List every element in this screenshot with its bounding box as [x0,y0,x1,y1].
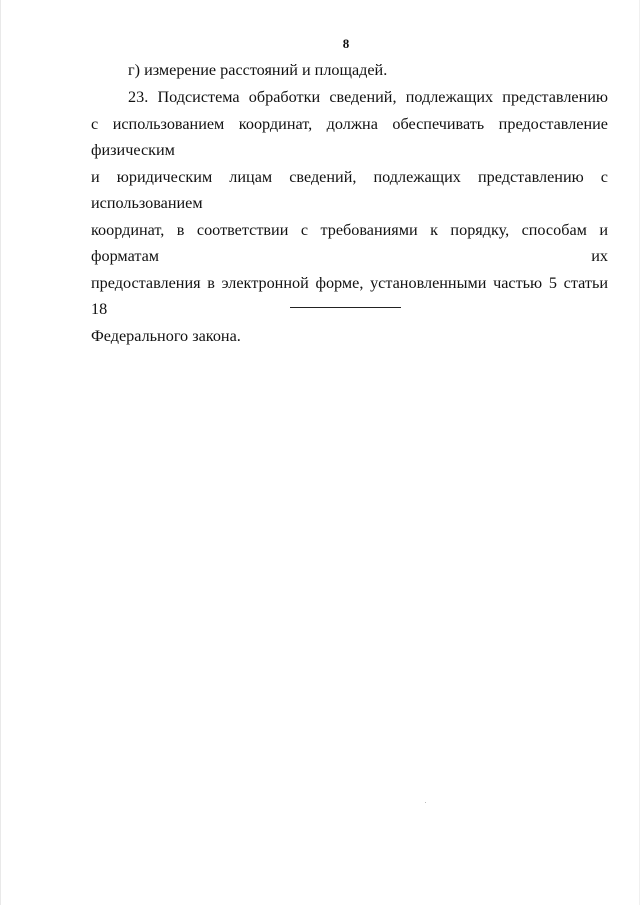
paragraph-line: 23. Подсистема обработки сведений, подлежащих представлению [128,88,608,106]
paragraph-line: и юридическим лицам сведений, подлежащих представлению с использованием [91,167,608,212]
page-number: 8 [342,36,350,51]
end-separator-line [290,307,401,308]
paragraph-line: предоставления в электронной форме, установленными частью 5 статьи 18 [91,273,608,318]
paragraph-line: Федерального закона. [91,326,241,345]
paragraph-line: с использованием координат, должна обеспечивать предоставление физическим [91,114,608,159]
paragraph-line: координат, в соответствии с требованиями к порядку, способам и форматам их [91,220,608,265]
paragraph-item-g [91,57,608,84]
paragraph-line: г) измерение расстояний и площадей. [128,61,388,79]
scan-speck [425,802,426,803]
paragraph-item-23 [91,84,608,349]
